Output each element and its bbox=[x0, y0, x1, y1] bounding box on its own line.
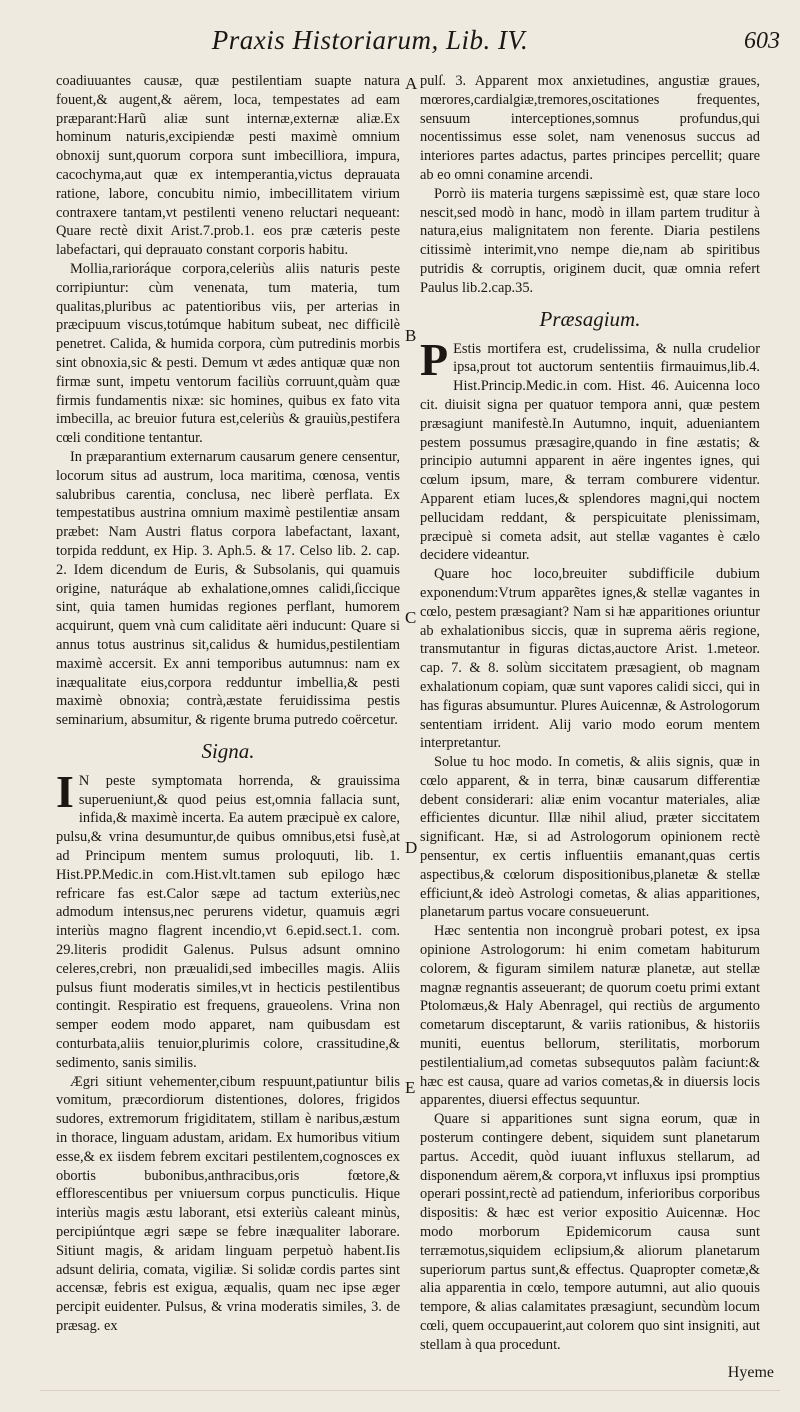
page-bottom-edge bbox=[40, 1390, 780, 1391]
margin-letter-b: B bbox=[405, 326, 417, 345]
left-column bbox=[56, 72, 400, 1336]
paragraph-with-dropcap bbox=[420, 333, 760, 566]
paragraph: coadiuuantes causæ, quæ pestilentiam suapte natura fouent,& augent,& aërem, loca, tempestates ad eam præparant:Harũ aliæ sunt internæ,externæ aliæ.Ex hominum naturis,excipiendæ pesti maximè omnium obnoxij sunt,quorum corpora sunt imbecilliora, impura, cacochyma,aut quæ ex intemperantia,victus deprauata ratione, labore, concubitu nimio, imbecillitatem virium contraxere tantam,vt pestilenti veneno reluctari nequeant: Quare rectè dixit Arist.7.prob.1. eos præ cæteris peste labefactari, qui deprauato constant corporis habitu. bbox=[56, 73, 400, 259]
drop-cap: P bbox=[420, 333, 449, 385]
paragraph: Quare hoc loco,breuiter subdifficile dubium exponendum:Vtrum apparẽtes ignes,& stellæ vagantes in cœlo, pestem præsagiant? Nam si hæ apparitiones oriuntur ab exhalationibus siccis, quæ in suprema aëris regione, transmutantur in figuras dictas,auctore Arist. 1.meteor. cap. 7. & 8. solùm siccitatem præsagient, ob magnam exhalationum copiam, quæ sunt vapores calidi sicci, qui in has figuras absumuntur. Plures Auicennæ, & Astrologorum sententiam irrident. Alij vario modo eorum mentem interpretantur. bbox=[420, 566, 760, 752]
paragraph: Quare si apparitiones sunt signa eorum, quæ in posterum contingere debent, siquidem sunt planetarum partus. Accedit, quòd iuuant influxus stellarum, ad disponendum aërem,& corpora,vt influxus ipsi promptius operari possint,rectè ad patiendum, inferioribus corporibus dispositis: & hæc est verior expositio Auicennæ. Hoc modo morborum Epidemicorum causa sunt terræmotus,siquidem eclipsium,& aliorum planetarum superiorum partus sunt,& effectus. Quapropter cometæ,& alia apparentia in cœlo, tempore autumni, aut alio quouis tempore, & alias calamitates præsagiunt, secundùm locum cœli, quem occupauerint,aut colorem quo sint insigniti, aut stellam à qua procedunt. bbox=[420, 1111, 760, 1353]
drop-cap: I bbox=[56, 765, 74, 817]
paragraph: Hæc sententia non incongruè probari potest, ex ipsa opinione Astrologorum: hi enim cometam habiturum colorem, & figuram similem naturæ planetæ, aut stellæ magnæ regnantis asseuerant; de quorum coetu primi extant Ptolomæus,& Haly Abenragel, qui rectiùs de argumento cometarum disceptarunt, & variis rationibus, & historiis muniti, euentus bellorum, sterilitatis, morborum pestilentialium,ad cometas subsequutos palàm faciunt:& hæc est causa, quare ad varios cometas,& in diuersis locis apparentes, diuersi effectus sequuntur. bbox=[420, 923, 760, 1109]
margin-letter-c: C bbox=[405, 608, 417, 627]
margin-letter-e: E bbox=[405, 1078, 416, 1097]
paragraph: Mollia,rarioráque corpora,celeriùs aliis naturis peste corripiuntur: cùm venenata, tum materia, tum qualitas,pluribus ac patentioribus viis, per arterias in præcipuum viscus,totúmque habitum subeat, nec difficilè penetret. Calida, & humida corpora, cùm putredinis morbis sint obnoxia,sic & pesti. Demum vt ædes antiquæ quæ non firmæ sunt, impetu ventorum faciliùs corruunt,quàm quæ firmis fundamentis nixæ: sic homines, quibus ex fato vita imbecilla, ac breuior futura est,celeriùs & grauiùs,pestifera cœli conditione tentantur. bbox=[56, 260, 400, 447]
paragraph: Porrò iis materia turgens sæpissimè est, quæ stare loco nescit,sed modò in hanc, modò in illam partem truditur à natura,eius malignitatem non ferente. Diaria pestilens citissimè interimit,vno nempe die,nam ab spiritibus putridis & corruptis, originem ducit, quæ omnia refert Paulus lib.2.cap.35. bbox=[420, 185, 760, 296]
margin-letter-d: D bbox=[405, 838, 418, 857]
section-heading-praesagium: Præsagium. bbox=[539, 306, 641, 331]
margin-letter-a: A bbox=[405, 74, 418, 93]
paragraph: Solue tu hoc modo. In cometis, & aliis signis, quæ in cœlo apparent, & in terra, binæ causarum differentiæ debent considerari: aliæ enim vocantur materiales, aliæ efficientes dicuntur. Illæ nihil aliud, præter siccitatem significant. Hæ, si ad Astrologorum opinionem rectè pensentur, ex certis influentiis emanant,quas certis aspectibus,& cœlorum dispositionibus,planetæ & stellæ efficiunt,& ideò Astrologi cometas, & alias apparitiones, planetarum partus vocare consueuerunt. bbox=[420, 754, 760, 921]
paragraph: In præparantium externarum causarum genere censentur, locorum situs ad austrum, loca maritima, cœnosa, ventis salubribus carentia, conclusa, nec liberè perflata. Ex tempestatibus austrina omnium maximè pestilentiæ ansam præbet: Nam Austri flatus corpora labefactant, laxant, torpida reddunt, ex Hip. 3. Aph.5. & 17. Celso lib. 2. cap. 2. Idem dicendum de Euris, & Subsolanis, qui quamuis origine, naturáque ab exhalatione,omnes calidi,ſiccique sint, quia tamen humidas regiones perflant, humorem acquirunt, quem vnà cum caliditate aëri inducunt: Quare si annus totus austrinus sit,calidus & humidus,pestilentiam maximè accersit. Ex anni temporibus autumnus: nam ex inæqualitate eius,corpora redduntur imbellia,& pesti maximè obnoxia; contrà,æstate feruidissima pestis seminarium, absumitur, & rigente bruma putredo coërcetur. bbox=[56, 448, 400, 729]
paragraph-text: N peste symptomata horrenda, & grauissima superueniunt,& quod peius est,omnia fallacia sunt, infida,& maximè incerta. Ea autem præcipuè ex calore, pulsu,& vrina desumuntur,de quibus omnibus,etsi fusè,at ad Principum mentem sumus proloquuti, lib. 1. Hist.PP.Medic.in com.Hist.vlt.tamen sub epilogo hæc refricare fas est.Calor sæpe ad tactum exteriùs,nec admodum intensus,nec perurens videtur, quamuis ægri interiùs magno flagrent incendio,vt 6.epid.sect.1. com. 29.literis prodidit Galenus. Pulsus adsunt omnino celeres,crebri, non præualidi,sed imbecilles magis. Aliis pulsus fiunt moderatis similes,vt in hecticis pestilentibus contingit. Respiratio est frequens, graueolens. Vrina non semper eodem modo apparet, nam quibusdam est conturbata,aliis tenuior,plurimis colore, crassitudine,& sedimento, sanis similis. bbox=[56, 772, 400, 1071]
right-column bbox=[420, 72, 760, 1355]
running-title: Praxis Historiarum, Lib. IV. bbox=[211, 25, 529, 55]
catchword: Hyeme bbox=[727, 1364, 774, 1381]
paragraph: pulſ. 3. Apparent mox anxietudines, angustiæ graues, mœrores,cardialgiæ,tremores,oscitationes frequentes, sensuum interceptiones,somnus profundus,qui nocentissimus esse solet, nam venenosus succus ad interiores partes adactus, partes principes percellit; quare ab eo omni conamine arcendi. bbox=[420, 73, 760, 183]
page-number: 603 bbox=[744, 28, 780, 54]
section-heading-signa: Signa. bbox=[201, 738, 255, 763]
paragraph-with-dropcap bbox=[56, 765, 400, 1073]
paragraph: Ægri sitiunt vehementer,cibum respuunt,patiuntur bilis vomitum, præcordiorum distentiones, dolores, frigidos sudores, extremorum frigiditatem, stillam è naribus,æstum in thorace, linguam adustam, aridam. Ex humoribus vitium esse,& ex iisdem febrem excitari pestilentem,cognosces ex obortis bubonibus,anthracibus,oris fœtore,& efflorescentibus per vniuersum corpus puncticulis. Hique interiùs magis æstu laborant, etsi exteriùs caleant minùs, percipiúntque ægri sæpe se febre inæqualiter laborare. Sitiunt magis, & aridam linguam perpetuò habent.Iis adsunt deliria, comata, vigiliæ. Si solidæ cordis partes sint accensæ, febris est exigua, æqualis, quam nec ipse æger percipit euidenter. Pulsus, & vrina moderatis similes, 3. de præsag. ex bbox=[56, 1073, 400, 1334]
paragraph-text: Estis mortifera est, crudelissima, & nulla crudelior ipsa,prout tot auctorum sententiis firmauimus,lib.4. Hist.Princip.Medic.in com. Hist. 46. Auicenna loco cit. diuisit signa per quatuor tempora anni, quæ pestem præsagiunt manifestè.In Autumno, inquit, adueniantem pestem possumus præsagire,quando in fine æstatis; & principio autumni apparent in aëre ingentes ignes, qui cœlum ipsum, mare, & terram comburere videntur. Apparent etiam luces,& splendores magni,qui noctem pellucidam reddant, & perspicuitate plenissimam, præcipuè si cometa adsit, aut stellæ vagantes è cælo decidere videantur. bbox=[420, 340, 760, 564]
